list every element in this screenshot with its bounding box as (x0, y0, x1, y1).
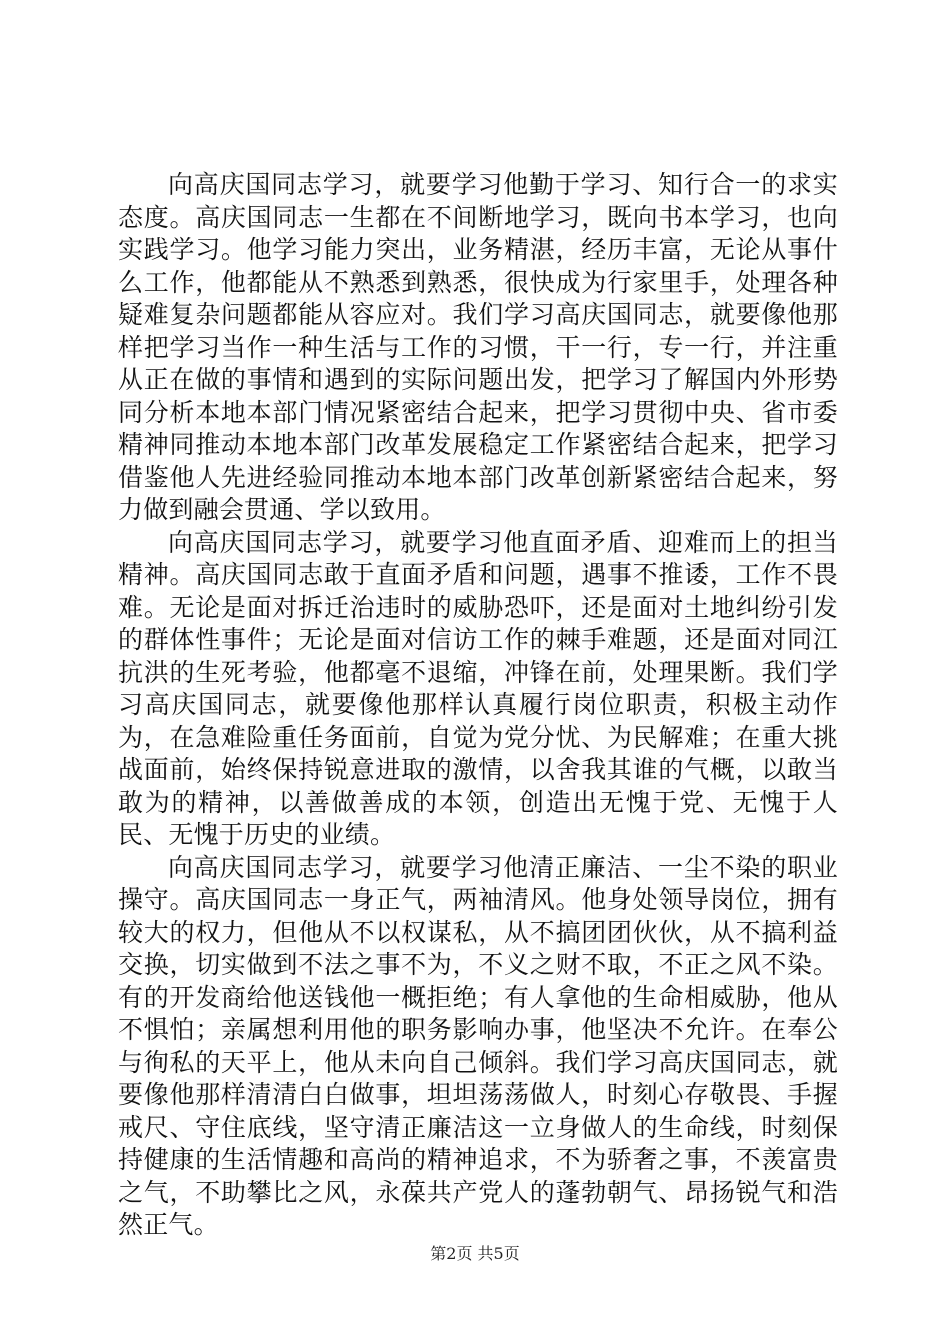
paragraph-2: 向高庆国同志学习，就要学习他直面矛盾、迎难而上的担当精神。高庆国同志敢于直面矛盾和问题，遇事不推诿，工作不畏难。无论是面对拆迁治违时的威胁恐吓，还是面对土地纠纷引发的群体性事件；无论是面对信访工作的棘手难题，还是面对同江抗洪的生死考验，他都毫不退缩，冲锋在前，处理果断。我们学习高庆国同志，就要像他那样认真履行岗位职责，积极主动作为，在急难险重任务面前，自觉为党分忧、为民解难；在重大挑战面前，始终保持锐意进取的激情，以舍我其谁的气概，以敢当敢为的精神，以善做善成的本领，创造出无愧于党、无愧于人民、无愧于历史的业绩。 (118, 527, 838, 849)
document-body (118, 169, 838, 1242)
paragraph-3: 向高庆国同志学习，就要学习他清正廉洁、一尘不染的职业操守。高庆国同志一身正气，两袖清风。他身处领导岗位，拥有较大的权力，但他从不以权谋私，从不搞团团伙伙，从不搞利益交换，切实做到不法之事不为，不义之财不取，不正之风不染。有的开发商给他送钱他一概拒绝；有人拿他的生命相威胁，他从不惧怕；亲属想利用他的职务影响办事，他坚决不允许。在奉公与徇私的天平上，他从未向自己倾斜。我们学习高庆国同志，就要像他那样清清白白做事，坦坦荡荡做人，时刻心存敬畏、手握戒尺、守住底线，坚守清正廉洁这一立身做人的生命线，时刻保持健康的生活情趣和高尚的精神追求，不为骄奢之事，不羡富贵之气，不助攀比之风，永葆共产党人的蓬勃朝气、昂扬锐气和浩然正气。 (118, 852, 838, 1239)
page-number-footer: 第2页 共5页 (430, 1244, 520, 1263)
paragraph-1: 向高庆国同志学习，就要学习他勤于学习、知行合一的求实态度。高庆国同志一生都在不间断地学习，既向书本学习，也向实践学习。他学习能力突出，业务精湛，经历丰富，无论从事什么工作，他都能从不熟悉到熟悉，很快成为行家里手，处理各种疑难复杂问题都能从容应对。我们学习高庆国同志，就要像他那样把学习当作一种生活与工作的习惯，干一行，专一行，并注重从正在做的事情和遇到的实际问题出发，把学习了解国内外形势同分析本地本部门情况紧密结合起来，把学习贯彻中央、省市委精神同推动本地本部门改革发展稳定工作紧密结合起来，把学习借鉴他人先进经验同推动本地本部门改革创新紧密结合起来，努力做到融会贯通、学以致用。 (118, 170, 838, 524)
